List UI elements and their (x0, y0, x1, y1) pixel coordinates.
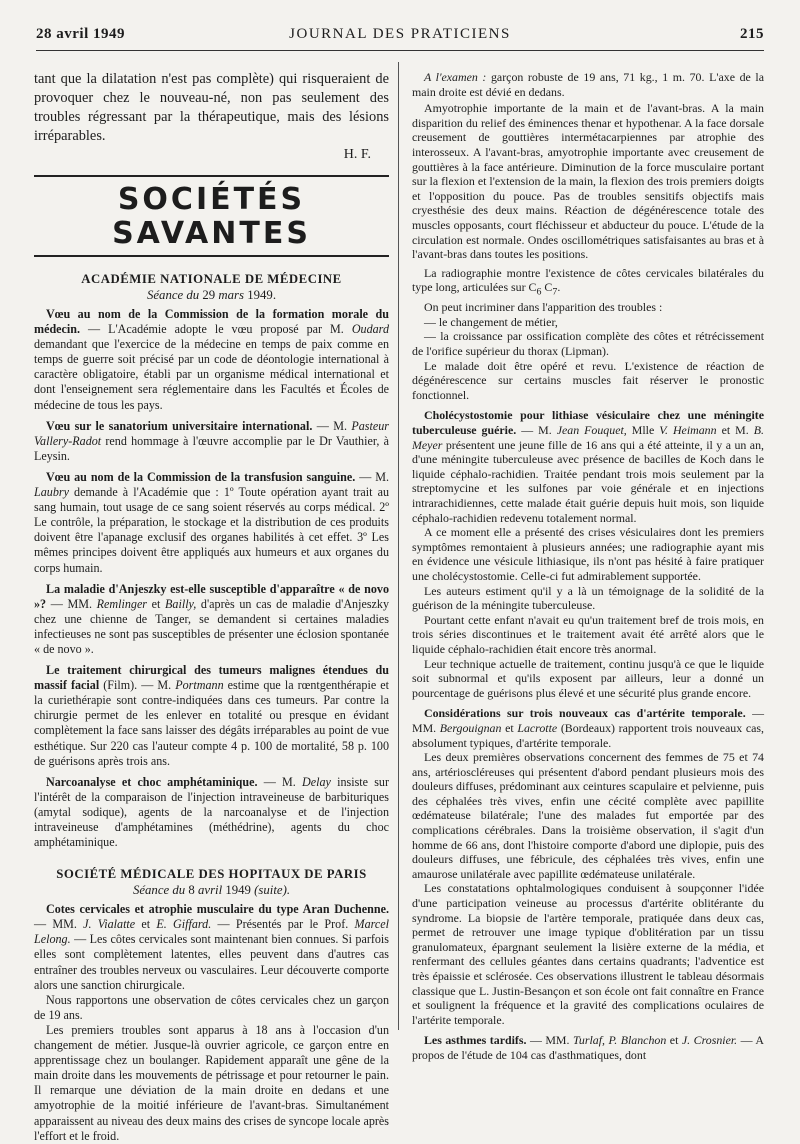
observations-paragraph: Les deux premières observations concernent des femmes de 75 et 74 ans, artérioscléreuses qui présentent d'abord pendant plusieurs mois des douleurs diffuses, prédominant aux ceintures scapulaire et pelvienne, puis des céphalées très vives, enfin une cécité complète avec papillite œdémateuse bilatérale; l'une des malades fut emportée par des complications cérébrales. Dans la troisième observation, il s'agit d'un homme de 66 ans, dont l'histoire comporte d'abord une diplopie, puis des douleurs diffuses, une fébricule, des céphalées très vives, enfin une amaurose unilatérale avec papillite œdémateuse unilatérale. (412, 750, 764, 881)
radiographie-paragraph: La radiographie montre l'existence de côtes cervicales bilatérales du type long, articulées sur $C_6$ $C_7$. (412, 265, 764, 298)
list-item: — le changement de métier, (424, 314, 558, 329)
examen-paragraph: A l'examen : garçon robuste de 19 ans, 71 kg., 1 m. 70. L'axe de la main droite est dévié en dedans. (412, 70, 764, 99)
section-banner: SOCIÉTÉS SAVANTES (34, 175, 389, 257)
issue-date: 28 avril 1949 (36, 26, 125, 42)
journal-title: JOURNAL DES PRATICIENS (289, 26, 511, 42)
cotes-paragraph-3: Les premiers troubles sont apparus à 18 ans à l'occasion d'un changement de métier. Jusque-là ouvrier agricole, ce garçon entre en apprentissage chez un boulanger. Rapidement apparaît une gêne de la main droite dans les mouvements de pétrissage et pour retourner le pain. Il remarque une déviation de la main droite en dedans et une amyotrophie de la moitié inférieure de l'avant-bras. Simultanément apparaissent au niveau des deux mains des crises de syncope locale après l'effort et le froid. (34, 1022, 389, 1143)
malade-paragraph: Le malade doit être opéré et revu. L'existence de réaction de dégénérescence sur certains muscles fait réserver le pronostic fonctionnel. (412, 358, 764, 402)
entry-cotes-cervicales: Cotes cervicales et atrophie musculaire du type Aran Duchenne. — MM. J. Vialatte et E. Giffard. — Présentés par le Prof. Marcel Lelong. — Les côtes cervicales sont maintenant bien connues. Si parfois elles sont complètement latentes, elles peuvent dans d'autres cas entraîner des troubles nerveux ou vasculaires. Leur découverte comporte alors une sanction chirurgicale. (34, 902, 390, 992)
entry-narcoanalyse: Narcoanalyse et choc amphétaminique. — M. Delay insiste sur l'intérêt de la comparaison de l'injection intraveineuse de barbituriques (amytal sodique), agents de la narcoanalyse et de l'injection intraveineuse d'amphétamines (méthédrine), agents du choc amphétaminique. (34, 774, 389, 850)
entry-arterite: Considérations sur trois nouveaux cas d'artérite temporale. — MM. Bergouignan et Lacrotte (Bordeaux) rapportent trois nouveaux cas, absolument typiques, d'artérite temporale. (412, 706, 764, 750)
page-number: 215 (740, 26, 764, 42)
technique-paragraph: Leur technique actuelle de traitement, continu jusqu'à ce que le liquide soit subnormal et qu'ils exposent par ailleurs, leur a donné un pourcentage de guérisons plus élevé et une sécurité plus grande encore. (412, 656, 764, 700)
intro-signature: H. F. (343, 147, 371, 162)
cotes-paragraph-2: Nous rapportons une observation de côtes cervicales chez un garçon de 19 ans. (34, 992, 389, 1022)
amyotrophie-paragraph: Amyotrophie importante de la main et de l'avant-bras. A la main disparition du relief des éminences thenar et hypothenar. A la face dorsale creusement de gouttières intermétacarpiennes par atrophie des interosseux. A l'avant-bras, amyotrophie importante avec creusement de gouttières à la face antérieure. Diminution de la force musculaire portant sur la flexion et l'extension de la main, la flexion des trois premiers doigts et l'opposition du pouce. Pas de troubles sensitifs objectifs mais cryesthésie des deux mains. Réaction de dégénérescence totale des muscles opposants, court fléchisseur et abducteur du pouce. L'étude de la circulation est normale. Ondes oscillométriques satisfaisantes au bras et à l'avant-bras dans toutes les positions. (412, 101, 764, 262)
entry-tumeurs: Le traitement chirurgical des tumeurs malignes étendues du massif facial (Film). — M. Portmann estime que la rœntgenthérapie et la curiethérapie sont contre-indiquées dans ces tumeurs. Par contre la chirurgie permet de les enlever en totalité ou presque en évidant complètement la face sans laisser des dégâts irréparables au point de vue esthétique. Sur 220 cas l'auteur compte 4 p. 100 de mortalité, 58 p. 100 de guérisons après trois ans. (34, 663, 389, 768)
left-column (34, 70, 389, 1144)
intro-paragraph: tant que la dilatation n'est pas complète) qui risqueraient de provoquer chez le nouveau-né, non pas seulement des troubles régressant par la thérapeutique, mais des lésions irréparables. (34, 71, 389, 144)
entry-voeu-formation: Vœu au nom de la Commission de la formation morale du médecin. — L'Académie adopte le vœu proposé par M. Oudard demandant que l'exercice de la médecine en temps de paix comme en temps de guerre soit précisé par un code de déontologie international à caractère obligatoire, établi par un organisme médical international et dont l'enseignement sera réglementaire dans les Facultés et Écoles de médecine de tous les pays. (34, 307, 389, 412)
list-item: — la croissance par ossification complète des côtes et rétrécissement de l'orifice supérieur du thorax (Lipman). (412, 329, 764, 359)
moment-paragraph: A ce moment elle a présenté des crises vésiculaires dont les premiers symptômes remontaient à plusieurs années; une radiographie ayant mis en évidence une vésicule lithiasique, ils n'ont pas hésité à faire pratiquer une cholécystostomie. Celle-ci fut admirablement supportée. (412, 525, 764, 583)
academie-seance: Séance du 29 mars 1949. (146, 288, 277, 302)
page-header (36, 26, 764, 48)
academie-title: ACADÉMIE NATIONALE DE MÉDECINE (81, 272, 342, 286)
column-divider (398, 62, 399, 1030)
entry-cholecystostomie: Cholécystostomie pour lithiase vésiculaire chez une méningite tuberculeuse guérie. — M. Jean Fouquet, Mlle V. Heimann et M. B. Meyer présentent une jeune fille de 16 ans qui a été atteinte, il y a un an, d'une méningite tuberculeuse avec présence de bacilles de Koch dans le liquide céphalo-rachidien. Traitée pendant trois mois seulement par la streptomycine et les sulfones par voie générale et en injections intrarachidiennes, cette malade était guérie depuis huit mois, son liquide céphalo-rachidien redevenu totalement normal. (412, 408, 764, 525)
entry-voeu-transfusion: Vœu au nom de la Commission de la transfusion sanguine. — M. Laubry demande à l'Académie que : 1º Toute opération ayant trait au sang humain, tout usage de ce sang soient réservés au corps médical. 2º Le contrôle, la préparation, le stockage et la distribution de ces produits doivent être l'apanage exclusif des organes habilités à cet effet. 3º Les mêmes principes doivent être appliqués aux humeurs et aux organes du corps humain. (34, 469, 390, 575)
header-rule (36, 50, 764, 51)
societe-seance: Séance du 8 avril 1949 (suite). (132, 883, 291, 898)
right-column (412, 70, 764, 1063)
pourtant-paragraph: Pourtant cette enfant n'avait eu qu'un traitement bref de trois mois, en trois séries discontinues et le traitement avait été arrêté alors que le liquide céphalo-rachidien était encore très anormal. (412, 612, 764, 656)
entry-voeu-sanatorium: Vœu sur le sanatorium universitaire international. — M. Pasteur Vallery-Radot rend hommage à l'œuvre accomplie par le Dr Vauthier, à Leysin. (34, 418, 389, 463)
auteurs-paragraph: Les auteurs estiment qu'il y a là un témoignage de la solidité de la guérison de la méningite tuberculeuse. (412, 583, 764, 613)
entry-anjeszky: La maladie d'Anjeszky est-elle susceptible d'apparaître « de novo »? — MM. Remlinger et Bailly, d'après un cas de maladie d'Anjeszky chez une chienne de Tanger, se demandent si certaines maladies infectieuses ne sont pas susceptibles de présenter une éclosion spontanée « de novo ». (34, 581, 389, 656)
entry-asthmes: Les asthmes tardifs. — MM. Turlaf, P. Blanchon et J. Crosnier. — A propos de l'étude de 104 cas d'asthmatiques, dont (412, 1033, 764, 1062)
causes-list (412, 315, 764, 359)
constatations-paragraph: Les constatations ophtalmologiques conduisent à soupçonner l'idée d'une participation veineuse au processus d'artérite oblitérante du syndrome. La biopsie de l'artère temporale, pratiquée dans deux cas, permet de retrouver une image typique d'oblitération par un tissu granulomateux, épargnant seulement la lisière externe de la média, et renfermant des cellules géantes dans certains quadrants; l'adventice est très épaissie et sclérosée. Ces observations illustrent le tableau désormais classique que L. Justin-Besançon et son école ont fait connaître en France et soulignent la fréquence et la gravité des complications oculaires de l'artérite temporale. (412, 881, 764, 1027)
incriminer-paragraph: On peut incriminer dans l'apparition des troubles : (424, 300, 663, 315)
societe-title: SOCIÉTÉ MÉDICALE DES HOPITAUX DE PARIS (56, 867, 367, 882)
